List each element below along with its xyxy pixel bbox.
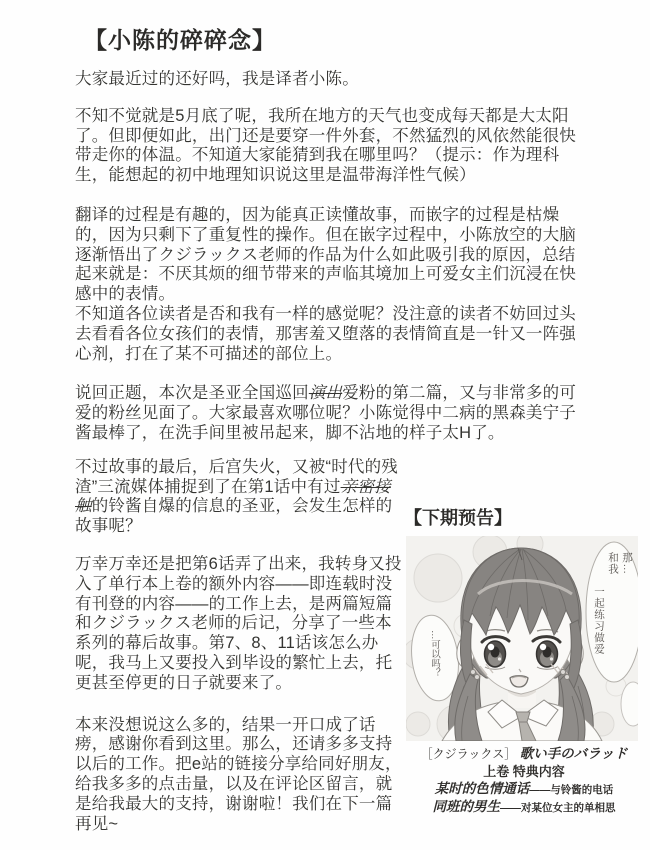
topic-text-post: 爱粉的第二篇，又与非常多的可爱的粉丝见面了。大家最喜欢哪位呢？小陈觉得中二病的黑森美宁子酱最棒了，在洗手间里被吊起来，脚不沾地的样子太H了。 (75, 384, 577, 442)
paragraph-weather: 不知不觉就是5月底了呢，我所在地方的天气也变成每天都是大太阳了。但即便如此，出门还是要穿一件外套，不然猛烈的风依然能很快带走你的体温。不知道大家能猜到我在哪里吗？（提示：作为理科生，能想起的初中地理知识说这里是温带海洋性气候） (75, 106, 576, 185)
ending-text-post: 的铃酱自爆的信息的圣亚，会发生怎样的故事呢？ (75, 497, 393, 536)
book-credit-line (400, 745, 648, 763)
book-title: 歌い手のバラッド (519, 746, 628, 761)
paragraph-translation-part1: 翻译的过程是有趣的，因为能真正读懂故事，而嵌字的过程是枯燥的，因为只剩下了重复性的操作。但在嵌字过程中，小陈放空的大脑逐渐悟出了クジラックス老师的作品为什么如此吸引我的原因，总结起来就是：不厌其烦的细节带来的声临其境加上可爱女主们沉浸在快感中的表情。 (75, 205, 576, 304)
paragraph-story-ending (75, 458, 402, 537)
manga-illustration (406, 536, 638, 741)
paragraph-main-topic (75, 384, 582, 443)
extra-item-2-title: 同班的男生 (432, 799, 500, 815)
preview-caption (400, 745, 648, 816)
author-name: ［クジラックス］ (420, 747, 517, 761)
next-issue-panel (400, 504, 650, 816)
strikethrough-text: 演出 (308, 384, 343, 403)
speech-bubble-left-text: …可以吗？ (429, 630, 440, 678)
extra-item-1-title: 某时的色情通话 (434, 781, 530, 797)
page-title: 【小陈的碎碎念】 (84, 27, 276, 53)
topic-text-pre: 说回正题，本次是圣亚全国巡回 (75, 384, 309, 403)
extra-item-1-desc: ——与铃酱的电话 (529, 784, 614, 797)
paragraph-volume-extras: 万幸万幸还是把第6话弄了出来，我转身又投入了单行本上卷的额外内容——即连载时没有刊登的内容——的工作上去，是两篇短篇和クジラックス老师的后记，分享了一些本系列的幕后故事。第7、8、11话该怎么办呢，我马上又要投入到毕设的繁忙上去，托更甚至停更的日子就要来了。 (75, 554, 402, 692)
next-issue-header: 【下期预告】 (404, 508, 512, 528)
volume-label: 上卷 特典内容 (483, 763, 565, 779)
bubble-right-col2: 和我 (607, 552, 619, 575)
bubble-right-col1: 那… (621, 552, 633, 575)
extra-item-1 (400, 780, 648, 798)
extra-item-2-desc: ——对某位女主的单相思 (500, 802, 616, 815)
paragraph-translation-thoughts (75, 206, 582, 364)
paragraph-thanks: 本来没想说这么多的，结果一开口成了话痨，感谢你看到这里。那么，还请多多支持以后的工作。把e站的链接分享给同好朋友，给我多多的点击量，以及在评论区留言，就是给我最大的支持，谢谢啦！我们在下一篇再见~ (75, 715, 402, 833)
extra-item-2 (400, 798, 648, 816)
strikethrough-text: 亲密接触 (75, 477, 391, 516)
bubble-right-col3: 一起练习做爱 (593, 586, 605, 655)
ending-text-pre: 不过故事的最后，后宫失火，又被“时代的残渣”三流媒体捕捉到了在第1话中有过 (75, 457, 398, 496)
speech-bubble-right-text (592, 552, 634, 680)
paragraph-translation-part2: 不知道各位读者是否和我有一样的感觉呢？没注意的读者不妨回过头去看看各位女孩们的表情，那害羞又堕落的表情简直是一针又一阵强心剂，打在了某不可描述的部位上。 (75, 304, 576, 363)
paragraph-greeting: 大家最近过的还好吗，我是译者小陈。 (75, 70, 359, 88)
